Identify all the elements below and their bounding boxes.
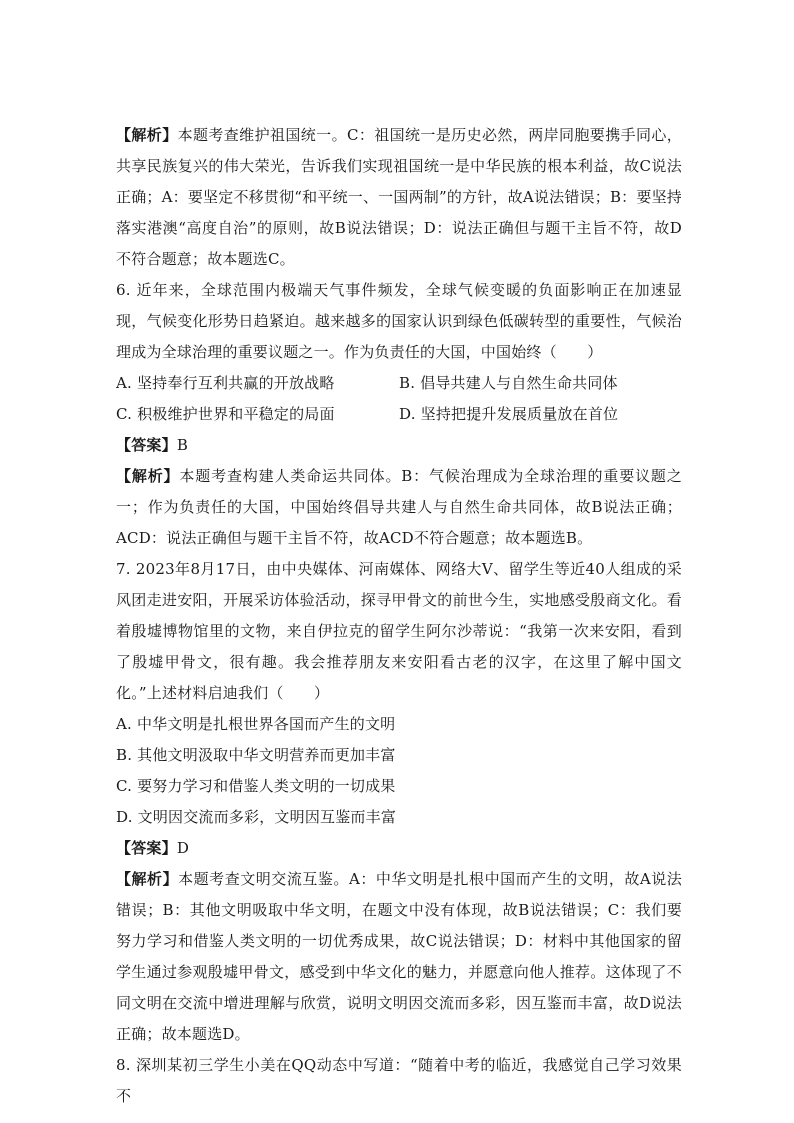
option-b: B. 其他文明汲取中华文明营养而更加丰富 bbox=[116, 746, 396, 764]
option-a: A. 中华文明是扎根世界各国而产生的文明 bbox=[116, 715, 396, 733]
answer-q6 bbox=[116, 430, 682, 461]
option-c: C. 要努力学习和借鉴人类文明的一切成果 bbox=[116, 777, 396, 795]
analysis-q6 bbox=[116, 461, 682, 554]
option-b: B. 倡导共建人与自然生命共同体 bbox=[399, 374, 618, 392]
option-d: D. 文明因交流而多彩，文明因互鉴而丰富 bbox=[116, 808, 397, 826]
analysis-text: 本题考查构建人类命运共同体。B：气候治理成为全球治理的重要议题之一；作为负责任的大国，中国始终倡导共建人与自然生命共同体，故B说法正确；ACD：说法正确但与题干主旨不符，故ACD不符合题意；故本题选B。 bbox=[116, 467, 682, 547]
options-row-cd bbox=[116, 399, 682, 430]
question-6: 6. 近年来，全球范围内极端天气事件频发，全球气候变暖的负面影响正在加速显现，气候变化形势日趋紧迫。越来越多的国家认识到绿色低碳转型的重要性，气候治理成为全球治理的重要议题之一。作为负责任的大国，中国始终（ ） bbox=[116, 281, 682, 361]
analysis-q5 bbox=[116, 120, 682, 275]
question-8: 8. 深圳某初三学生小美在QQ动态中写道：“随着中考的临近，我感觉自己学习效果不 bbox=[116, 1056, 682, 1105]
document-page bbox=[116, 120, 682, 1112]
option-a: A. 坚持奉行互利共赢的开放战略 bbox=[116, 374, 335, 392]
answer-value: B bbox=[176, 436, 189, 454]
option-d: D. 坚持把提升发展质量放在首位 bbox=[399, 405, 619, 423]
analysis-tag: 【解析】 bbox=[116, 467, 180, 485]
answer-value: D bbox=[176, 839, 190, 857]
analysis-tag: 【解析】 bbox=[116, 126, 178, 144]
option-c: C. 积极维护世界和平稳定的局面 bbox=[116, 405, 335, 423]
analysis-text: 本题考查文明交流互鉴。A：中华文明是扎根中国而产生的文明，故A说法错误；B：其他文明吸取中华文明，在题文中没有体现，故B说法错误；C：我们要努力学习和借鉴人类文明的一切优秀成果，故C说法错误；D：材料中其他国家的留学生通过参观殷墟甲骨文，感受到中华文化的魅力，并愿意向他人推荐。这体现了不同文明在交流中增进理解与欣赏，说明文明因交流而多彩，因互鉴而丰富，故D说法正确；故本题选D。 bbox=[116, 870, 682, 1043]
options-row-ab bbox=[116, 368, 682, 399]
answer-tag: 【答案】 bbox=[116, 839, 177, 857]
analysis-tag: 【解析】 bbox=[116, 870, 179, 888]
answer-tag: 【答案】 bbox=[116, 436, 177, 454]
analysis-q7 bbox=[116, 864, 682, 1050]
answer-q7 bbox=[116, 833, 682, 864]
question-7: 7. 2023年8月17日，由中央媒体、河南媒体、网络大V、留学生等近40人组成的采风团走进安阳，开展采访体验活动，探寻甲骨文的前世今生，实地感受殷商文化。看着殷墟博物馆里的文物，来自伊拉克的留学生阿尔沙蒂说：“我第一次来安阳，看到了殷墟甲骨文，很有趣。我会推荐朋友来安阳看古老的汉字，在这里了解中国文化。”上述材料启迪我们（ ） bbox=[116, 560, 682, 702]
analysis-text: 本题考查维护祖国统一。C：祖国统一是历史必然，两岸同胞要携手同心，共享民族复兴的伟大荣光，告诉我们实现祖国统一是中华民族的根本利益，故C说法正确；A：要坚定不移贯彻“和平统一、一国两制”的方针，故A说法错误；B：要坚持落实港澳“高度自治”的原则，故B说法错误；D：说法正确但与题干主旨不符，故D不符合题意；故本题选C。 bbox=[116, 126, 682, 268]
